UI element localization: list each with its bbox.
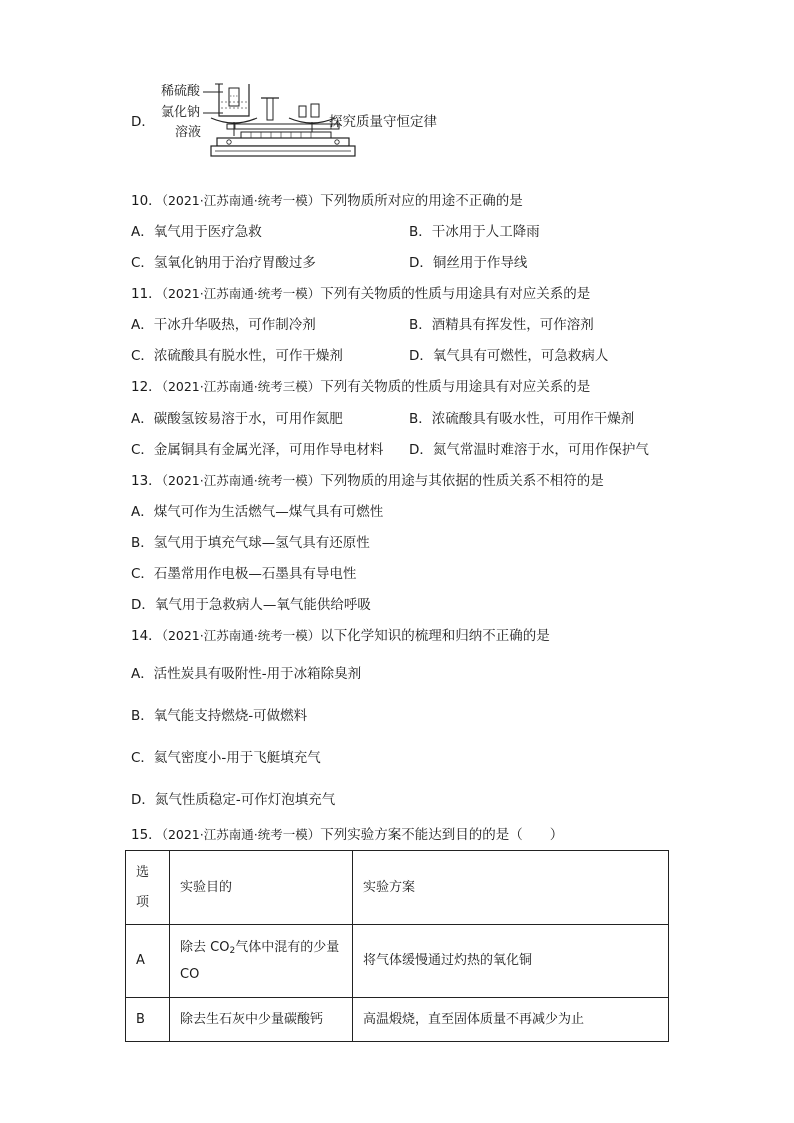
header-purpose: 实验目的: [170, 851, 353, 925]
q13-option-d: D．氧气用于急救病人—氧气能供给呼吸: [131, 597, 371, 613]
q12-option-c: C．金属铜具有金属光泽，可用作导电材料: [131, 442, 384, 458]
label-sodium-chloride: 氯化钠: [161, 105, 201, 120]
table-row: [126, 998, 669, 1042]
table-row: [126, 925, 669, 998]
q10-option-b: B．干冰用于人工降雨: [409, 224, 540, 240]
header-option-text: 选项: [136, 864, 150, 910]
question-number: 10．: [131, 193, 162, 209]
q11-option-d: D．氧气具有可燃性，可急救病人: [409, 348, 609, 364]
header-option: [126, 851, 170, 925]
q10-option-c: C．氢氧化钠用于治疗胃酸过多: [131, 255, 316, 271]
question-text: 下列有关物质的性质与用途具有对应关系的是: [320, 286, 591, 302]
q9-option-d: [131, 80, 461, 162]
experiment-table: [125, 850, 669, 1042]
question-number: 12．: [131, 379, 162, 395]
q12-option-d: D．氮气常温时难溶于水，可用作保护气: [409, 442, 649, 458]
q14-option-c: C．氦气密度小-用于飞艇填充气: [131, 750, 321, 766]
question-number: 15．: [131, 827, 162, 843]
row-option: B: [126, 998, 170, 1042]
question-source: （2021·江苏南通·统考三模）: [161, 379, 321, 394]
question-number: 13．: [131, 473, 162, 489]
header-plan: 实验方案: [353, 851, 669, 925]
label-solution: 溶液: [175, 125, 202, 140]
question-source: （2021·江苏南通·统考一模）: [161, 193, 321, 208]
q12-option-a: A．碳酸氢铵易溶于水，可用作氮肥: [131, 411, 343, 427]
question-14-stem: [131, 626, 550, 646]
question-15-stem: [131, 825, 563, 845]
label-dilute-sulfuric-acid: 稀硫酸: [161, 84, 201, 99]
purpose-subscript: 2: [229, 945, 236, 956]
question-text: 以下化学知识的梳理和归纳不正确的是: [320, 628, 550, 644]
q14-option-b: B．氧气能支持燃烧-可做燃料: [131, 708, 308, 724]
question-12-stem: [131, 377, 590, 397]
table-header-row: [126, 851, 669, 925]
q10-option-a: A．氧气用于医疗急救: [131, 224, 262, 240]
q13-option-c: C．石墨常用作电极—石墨具有导电性: [131, 566, 357, 582]
question-text: 下列有关物质的性质与用途具有对应关系的是: [320, 379, 591, 395]
q11-option-a: A．干冰升华吸热，可作制冷剂: [131, 317, 316, 333]
question-number: 14．: [131, 628, 162, 644]
row-purpose: [170, 925, 353, 998]
question-text: 下列物质的用途与其依据的性质关系不相符的是: [320, 473, 604, 489]
question-10-stem: [131, 191, 523, 211]
row-plan: 高温煅烧，直至固体质量不再减少为止: [353, 998, 669, 1042]
q10-option-d: D．铜丝用于作导线: [409, 255, 528, 271]
option-caption: 探究质量守恒定律: [329, 114, 437, 130]
question-text: 下列实验方案不能达到目的的是（ ）: [320, 827, 564, 843]
question-source: （2021·江苏南通·统考一模）: [161, 827, 321, 842]
question-text: 下列物质所对应的用途不正确的是: [320, 193, 523, 209]
q11-option-b: B．酒精具有挥发性，可作溶剂: [409, 317, 594, 333]
q13-option-a: A．煤气可作为生活燃气—煤气具有可燃性: [131, 504, 384, 520]
q14-option-a: A．活性炭具有吸附性-用于冰箱除臭剂: [131, 666, 362, 682]
row-purpose: 除去生石灰中少量碳酸钙: [170, 998, 353, 1042]
q12-option-b: B．浓硫酸具有吸水性，可用作干燥剂: [409, 411, 635, 427]
row-plan: 将气体缓慢通过灼热的氧化铜: [353, 925, 669, 998]
question-source: （2021·江苏南通·统考一模）: [161, 286, 321, 301]
question-source: （2021·江苏南通·统考一模）: [161, 473, 321, 488]
question-13-stem: [131, 471, 604, 491]
question-source: （2021·江苏南通·统考一模）: [161, 628, 321, 643]
question-number: 11．: [131, 286, 162, 302]
option-letter: D．: [131, 114, 155, 130]
q13-option-b: B．氢气用于填充气球—氢气具有还原性: [131, 535, 370, 551]
question-11-stem: [131, 284, 590, 304]
q11-option-c: C．浓硫酸具有脱水性，可作干燥剂: [131, 348, 343, 364]
row-option: A: [126, 925, 170, 998]
purpose-text-tail: 气体中混有的少量 CO: [180, 939, 340, 982]
purpose-text: 除去 CO: [180, 939, 230, 955]
q14-option-d: D．氮气性质稳定-可作灯泡填充气: [131, 792, 336, 808]
